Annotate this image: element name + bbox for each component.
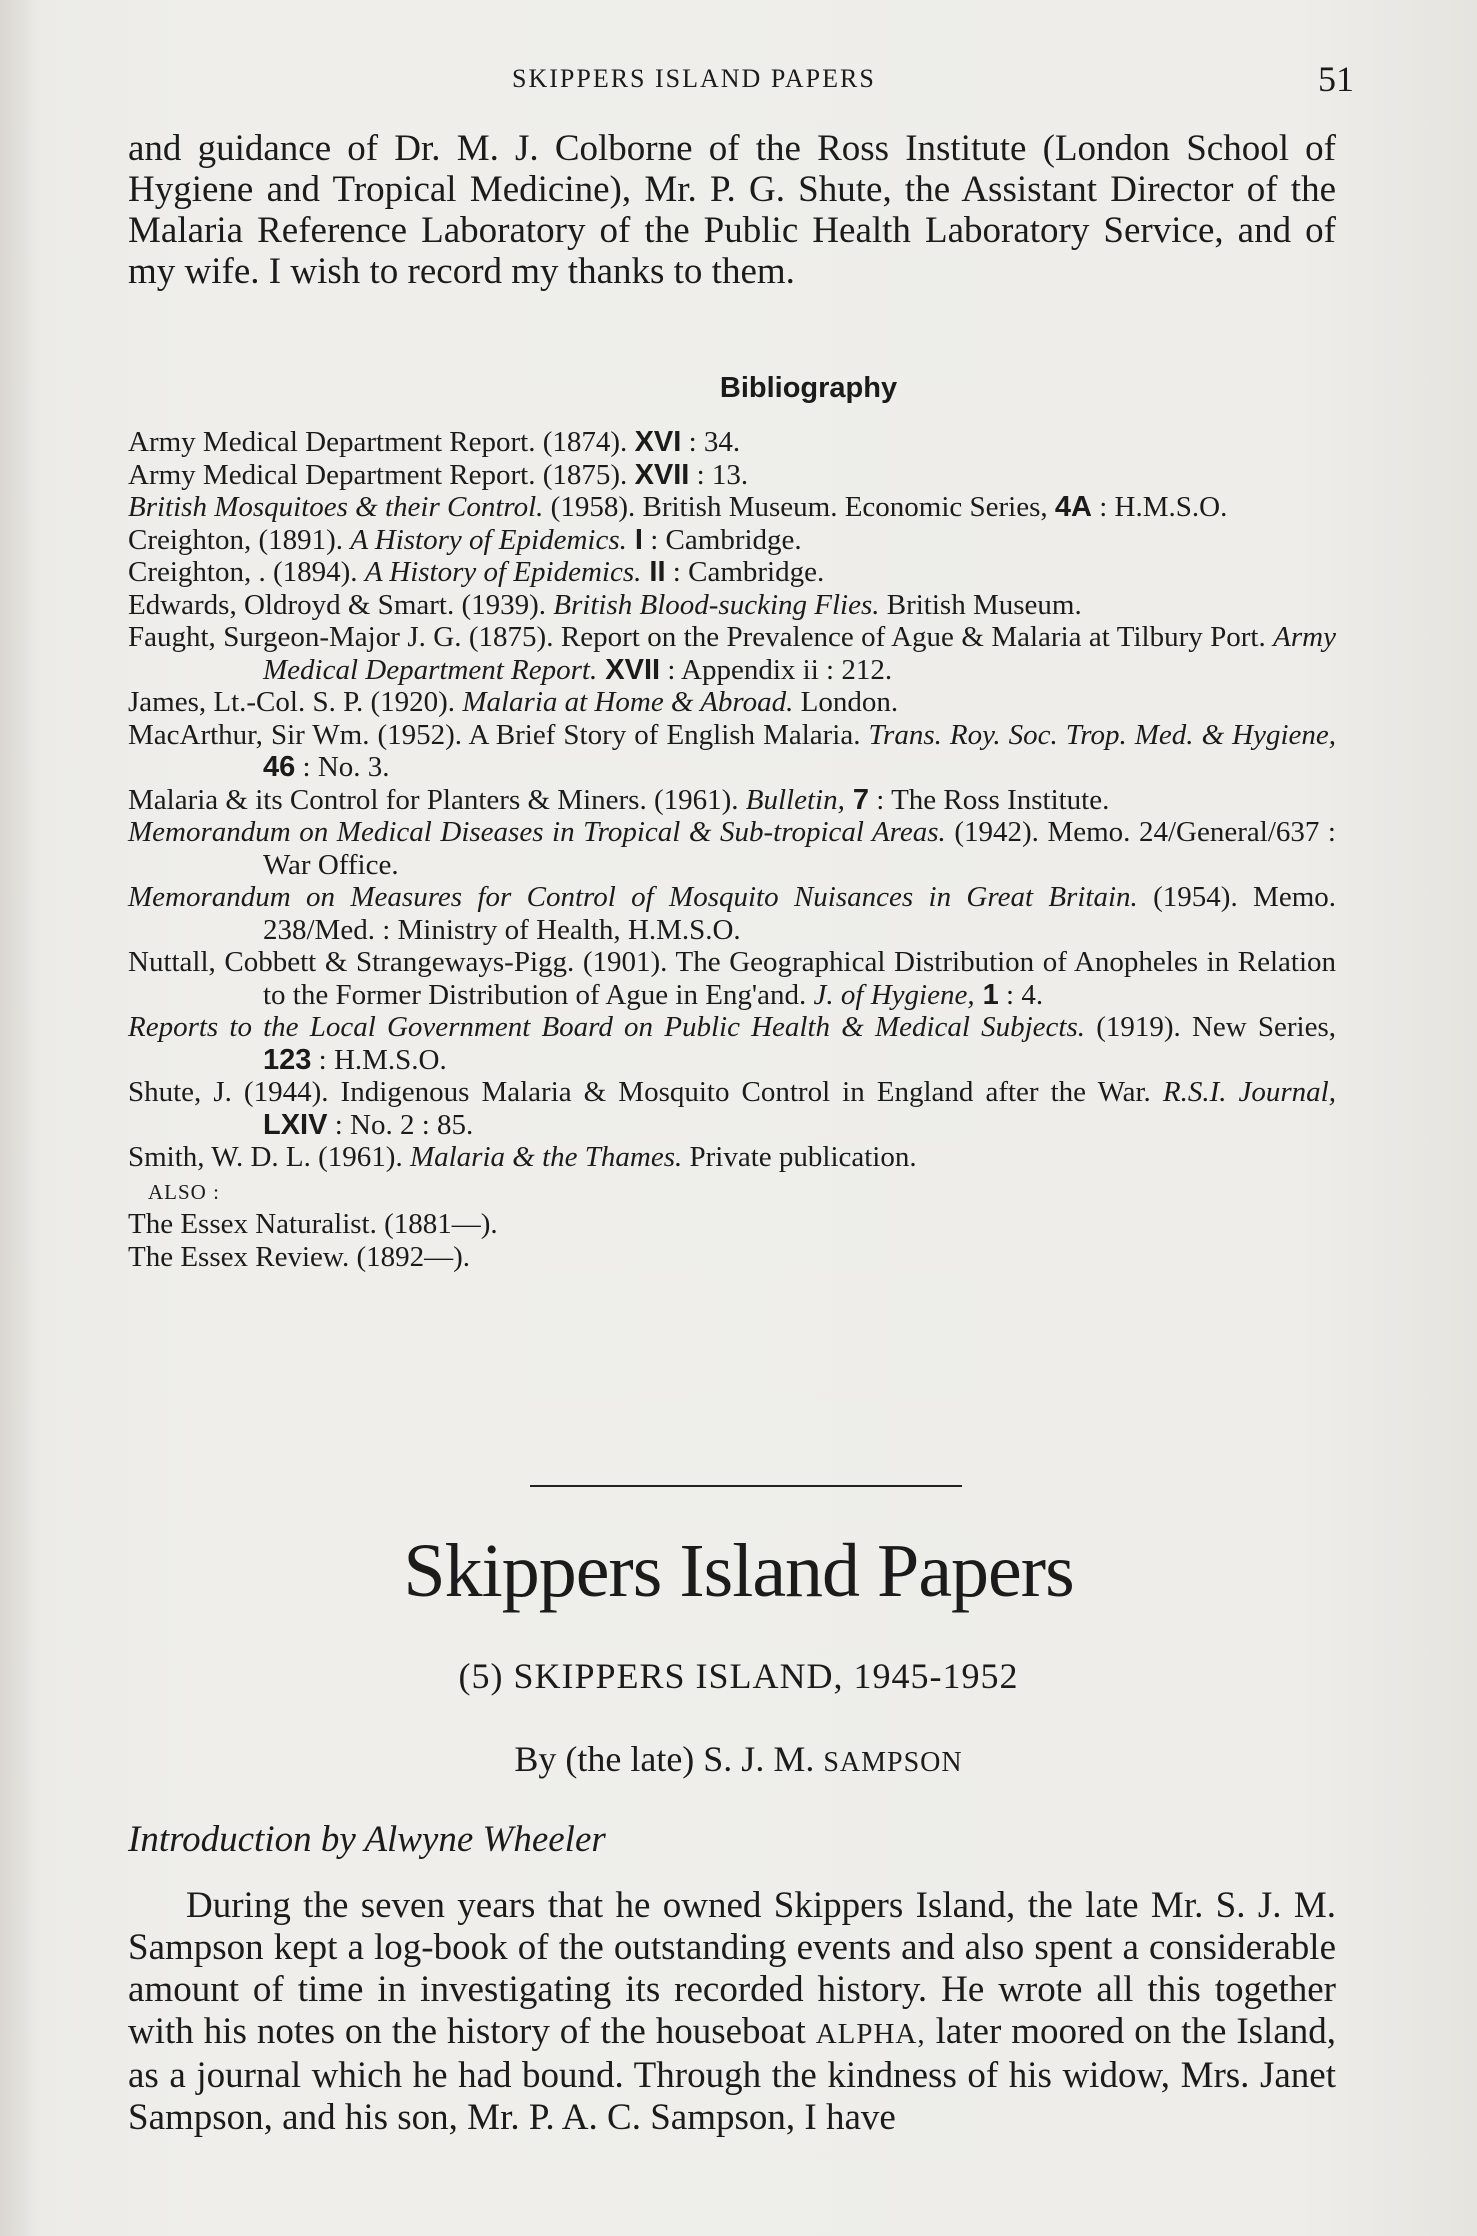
entry-italic: British Blood-sucking Flies.: [553, 588, 880, 621]
entry-text: Malaria & its Control for Planters & Miners. (1961).: [128, 783, 746, 816]
article-byline: [0, 1738, 1477, 1780]
entry-text: : The Ross Institute.: [869, 783, 1110, 816]
main-paragraph-part2: later moored on the Island, as a journal which he had bound. Through the kindness of his widow, Mrs. Janet Sampson, and his son, Mr. P. A. C. Sampson, I have: [128, 2011, 1337, 2138]
entry-text: London.: [793, 686, 899, 718]
divider-rule: [530, 1485, 962, 1487]
also-label: ALSO :: [148, 1179, 220, 1204]
introduction-by: Introduction by Alwyne Wheeler: [128, 1819, 606, 1860]
bibliography-entry: [128, 686, 1336, 719]
byline-name: SAMPSON: [823, 1747, 963, 1778]
entry-text: Army Medical Department Report. (1874).: [128, 426, 635, 458]
byline-prefix: By (the late) S. J. M.: [514, 1739, 824, 1779]
entry-text: : 4.: [998, 978, 1044, 1011]
entry-text: Private publication.: [682, 1141, 917, 1173]
intro-paragraph-block: [128, 128, 1336, 292]
entry-text: : 13.: [689, 458, 749, 491]
main-paragraph: [128, 1885, 1336, 2139]
entry-volume: 7: [844, 783, 870, 816]
bibliography-entry: [128, 719, 1336, 784]
bibliography-entry: [128, 589, 1336, 622]
entry-text: Shute, J. (1944). Indigenous Malaria & Mosquito Control in England after the War.: [128, 1076, 1163, 1108]
bibliography-entry: [128, 1076, 1336, 1141]
bibliography-entry: [128, 459, 1336, 492]
houseboat-name: ALPHA,: [815, 2018, 926, 2050]
entry-text: Nuttall, Cobbett & Strangeways-Pigg. (1901). The Geographical Distribution of Anopheles in Relation to the Former Distribution of Ague in Eng'and.: [128, 946, 1336, 1011]
entry-text: Army Medical Department Report. (1875).: [128, 458, 635, 491]
entry-volume: XVII: [597, 653, 661, 686]
entry-volume: LXIV: [263, 1108, 328, 1141]
entry-text: Smith, W. D. L. (1961).: [128, 1141, 410, 1173]
entry-italic: Malaria & the Thames.: [409, 1141, 683, 1173]
entry-italic: Bulletin,: [745, 783, 845, 816]
main-paragraph-block: [128, 1885, 1336, 2139]
entry-italic: Memorandum on Measures for Control of Mosquito Nuisances in Great Britain.: [128, 881, 1138, 913]
bibliography-entry: [128, 1011, 1336, 1076]
entry-volume: II: [641, 556, 666, 588]
bibliography-entry: [128, 556, 1336, 589]
entry-text: : No. 3.: [295, 751, 390, 783]
entry-italic: Malaria at Home & Abroad.: [462, 686, 794, 718]
entry-text: Edwards, Oldroyd & Smart. (1939).: [128, 588, 554, 621]
entry-text: : No. 2 : 85.: [327, 1108, 474, 1141]
bibliography-entry: [128, 881, 1336, 946]
entry-volume: 123: [263, 1043, 312, 1076]
entry-italic: Reports to the Local Government Board on Public Health & Medical Subjects.: [128, 1011, 1086, 1043]
entry-volume: 1: [974, 978, 999, 1011]
bibliography-entry: [128, 946, 1336, 1011]
entry-text: James, Lt.-Col. S. P. (1920).: [128, 686, 463, 718]
entry-italic: Memorandum on Medical Diseases in Tropical & Sub-tropical Areas.: [128, 816, 946, 848]
entry-text: (1919). New Series,: [1085, 1011, 1336, 1043]
entry-volume: 46: [263, 751, 296, 783]
article-title: Skippers Island Papers: [403, 1529, 1074, 1613]
article-subtitle: (5) SKIPPERS ISLAND, 1945-1952: [458, 1656, 1019, 1696]
entry-volume: 4A: [1054, 491, 1092, 523]
entry-text: British Museum.: [879, 588, 1082, 621]
entry-volume: XVII: [634, 458, 690, 491]
entry-text: (1958). British Museum. Economic Series,: [543, 491, 1055, 523]
bibliography-entry: [128, 784, 1336, 817]
entry-italic: Trans. Roy. Soc. Trop. Med. & Hygiene,: [868, 718, 1336, 751]
entry-text: : H.M.S.O.: [1091, 491, 1228, 523]
entry-italic: Army Medical Department Report.: [263, 621, 1336, 686]
bibliography-list: [128, 426, 1336, 1273]
intro-paragraph: and guidance of Dr. M. J. Colborne of the Ross Institute (London School of Hygiene and Tropical Medicine), Mr. P. G. Shute, the Assistant Director of the Malaria Reference Laboratory of the Public Health Laboratory Service, and of my wife. I wish to record my thanks to them.: [128, 128, 1336, 292]
bibliography-entry: [128, 621, 1336, 686]
entry-italic: British Mosquitoes & their Control.: [128, 491, 544, 523]
entry-text: : Cambridge.: [643, 523, 802, 556]
entry-text: : 34.: [681, 426, 741, 458]
entry-text: (1942). Memo. 24/General/637 : War Office.: [263, 816, 1336, 881]
bibliography-heading: Bibliography: [719, 372, 898, 404]
entry-text: Faught, Surgeon-Major J. G. (1875). Report on the Prevalence of Ague & Malaria at Tilbury Port.: [128, 621, 1274, 653]
entry-text: MacArthur, Sir Wm. (1952). A Brief Story of English Malaria.: [128, 718, 869, 751]
bibliography-entry: [128, 524, 1336, 557]
running-head: [0, 59, 1477, 102]
bibliography-entry: [128, 1141, 1336, 1174]
entry-text: : H.M.S.O.: [311, 1043, 447, 1076]
entry-italic: A History of Epidemics.: [350, 523, 627, 556]
bibliography-also-entry: The Essex Review. (1892—).: [128, 1240, 471, 1273]
bibliography-also-label: [128, 1174, 1336, 1209]
entry-italic: A History of Epidemics.: [364, 556, 642, 588]
main-paragraph-part1: During the seven years that he owned Skippers Island, the late Mr. S. J. M. Sampson kept a log-book of the outstanding events and also spent a considerable amount of time in investigating its recorded history. He wrote all this together with his notes on the history of the houseboat: [128, 1885, 1336, 2052]
entry-text: (1954). Memo. 238/Med. : Ministry of Health, H.M.S.O.: [263, 881, 1337, 946]
page-number: 51: [1318, 59, 1354, 99]
bibliography-entry: [128, 491, 1336, 524]
bibliography-entry: [128, 816, 1336, 881]
entry-volume: XVI: [634, 426, 682, 458]
running-head-title: SKIPPERS ISLAND PAPERS: [512, 64, 876, 93]
bibliography-entry: [128, 426, 1336, 459]
entry-italic: J. of Hygiene,: [813, 978, 975, 1011]
bibliography-also-entry: The Essex Naturalist. (1881—).: [128, 1208, 498, 1240]
entry-text: : Appendix ii : 212.: [660, 653, 893, 686]
entry-volume: I: [626, 523, 643, 556]
entry-italic: R.S.I. Journal,: [1162, 1076, 1336, 1108]
entry-text: : Cambridge.: [665, 556, 825, 588]
entry-text: Creighton, . (1894).: [128, 556, 365, 588]
entry-text: Creighton, (1891).: [128, 523, 351, 556]
